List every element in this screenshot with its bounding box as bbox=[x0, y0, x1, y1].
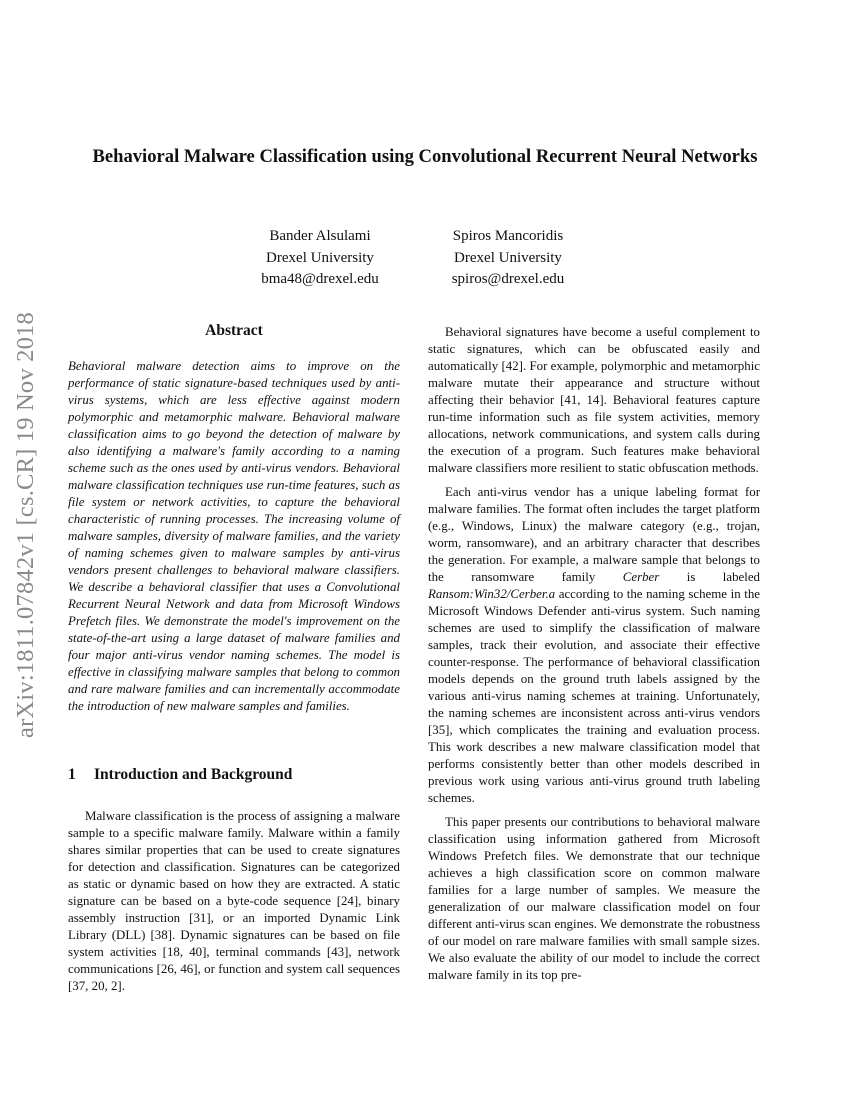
section-title: Introduction and Background bbox=[94, 766, 293, 783]
author-affiliation: Drexel University bbox=[454, 249, 562, 266]
author-block-2 bbox=[408, 226, 608, 291]
author-email: spiros@drexel.edu bbox=[451, 271, 565, 287]
abstract-heading: Abstract bbox=[205, 322, 263, 339]
left-column-body bbox=[68, 808, 400, 1002]
intro-paragraph-1: Malware classification is the process of assigning a malware sample to a specific malware family. Malware within a family shares similar properties that can be used to create signatures for detection and classification. Signatures can be categorized as static or dynamic based on how they are extracted. A static signature can be based on a byte-code sequence [24], binary assembly instruction [31], or an imported Dynamic Link Library (DLL) [38]. Dynamic signatures can be based on file system activities [18, 40], terminal commands [43], network communications [26, 46], or function and system call sequences [37, 20, 2]. bbox=[68, 809, 400, 993]
paper-title: Behavioral Malware Classification using Convolutional Recurrent Neural Networks bbox=[92, 146, 758, 167]
paragraph-text: according to the naming scheme in the Microsoft Windows Defender anti-virus system. Such naming schemes are used to simplify the classification of malware samples, track their evolution, and associate their effective counter-response. The performance of behavioral classification models depends on the ground truth labels assigned by the various anti-virus naming schemes at training. Unfortunately, the naming schemes are inconsistent across anti-virus vendors [35], which complicates the training and evaluation process. This work describes a new malware classification model that performs consistently better than other models described in previous work using various anti-virus ground truth labeling schemes. bbox=[428, 587, 760, 805]
malware-family-name: Cerber bbox=[622, 570, 660, 584]
author-block-1 bbox=[220, 226, 420, 291]
section-heading bbox=[68, 766, 400, 784]
right-paragraph-3: This paper presents our contributions to behavioral malware classification using information gathered from Microsoft Windows Prefetch files. We demonstrate that our technique achieves a high classification score on common malware families for a large number of samples. We measure the generalization of our malware classification model on four different anti-virus scan engines. We demonstrate the robustness of our model on rare malware families with small sample sizes. We also evaluate the ability of our model to include the correct malware family in its top pre- bbox=[428, 815, 760, 982]
arxiv-identifier: arXiv:1811.07842v1 [cs.CR] 19 Nov 2018 bbox=[12, 312, 39, 738]
right-paragraph-1: Behavioral signatures have become a useful complement to static signatures, which can be obfuscated easily and automatically [42]. For example, polymorphic and metamorphic malware mutate their appearance and structure without affecting their behavior [41, 14]. Behavioral features capture run-time information such as file system activities, memory allocations, network communications, and system calls during the execution of a program. Such features make behavioral malware classifiers more resilient to static obfuscation methods. bbox=[428, 325, 760, 475]
paragraph-text: is labeled bbox=[659, 570, 760, 584]
author-affiliation: Drexel University bbox=[266, 249, 374, 266]
malware-label: Ransom:Win32/Cerber.a bbox=[428, 587, 556, 601]
section-number: 1 bbox=[68, 766, 76, 783]
abstract-text: Behavioral malware detection aims to improve on the performance of static signature-based techniques used by anti-virus systems, which are less effective against modern polymorphic and metamorphic malware. Behavioral malware classification aims to go beyond the detection of malware by also identifying a malware's family according to a naming scheme such as the ones used by anti-virus vendors. Behavioral malware classification techniques use run-time features, such as file system or network activities, to capture the behavioral characteristic of running processes. The increasing volume of malware samples, diversity of malware families, and the variety of naming schemes given to malware samples by anti-virus vendors present challenges to behavioral malware classifiers. We describe a behavioral classifier that uses a Convolutional Recurrent Neural Network and data from Microsoft Windows Prefetch files. We demonstrate the model's improvement on the state-of-the-art using a large dataset of malware families and four major anti-virus vendor naming schemes. The model is effective in classifying malware samples that belong to common and rare malware families and can incrementally accommodate the introduction of new malware samples and families. bbox=[68, 359, 401, 713]
right-paragraph-2 bbox=[428, 484, 760, 807]
author-email: bma48@drexel.edu bbox=[261, 271, 379, 287]
arxiv-stamp bbox=[6, 290, 46, 760]
paragraph-text: Each anti-virus vendor has a unique labeling format for malware families. The format often includes the target platform (e.g., Windows, Linux) the malware category (e.g., trojan, worm, ransomware), and an arbitrary character that describes the generation. For example, a malware sample that belongs to the ransomware family bbox=[428, 485, 760, 584]
author-name: Bander Alsulami bbox=[269, 228, 371, 244]
author-name: Spiros Mancoridis bbox=[452, 228, 564, 244]
right-column bbox=[428, 324, 760, 991]
